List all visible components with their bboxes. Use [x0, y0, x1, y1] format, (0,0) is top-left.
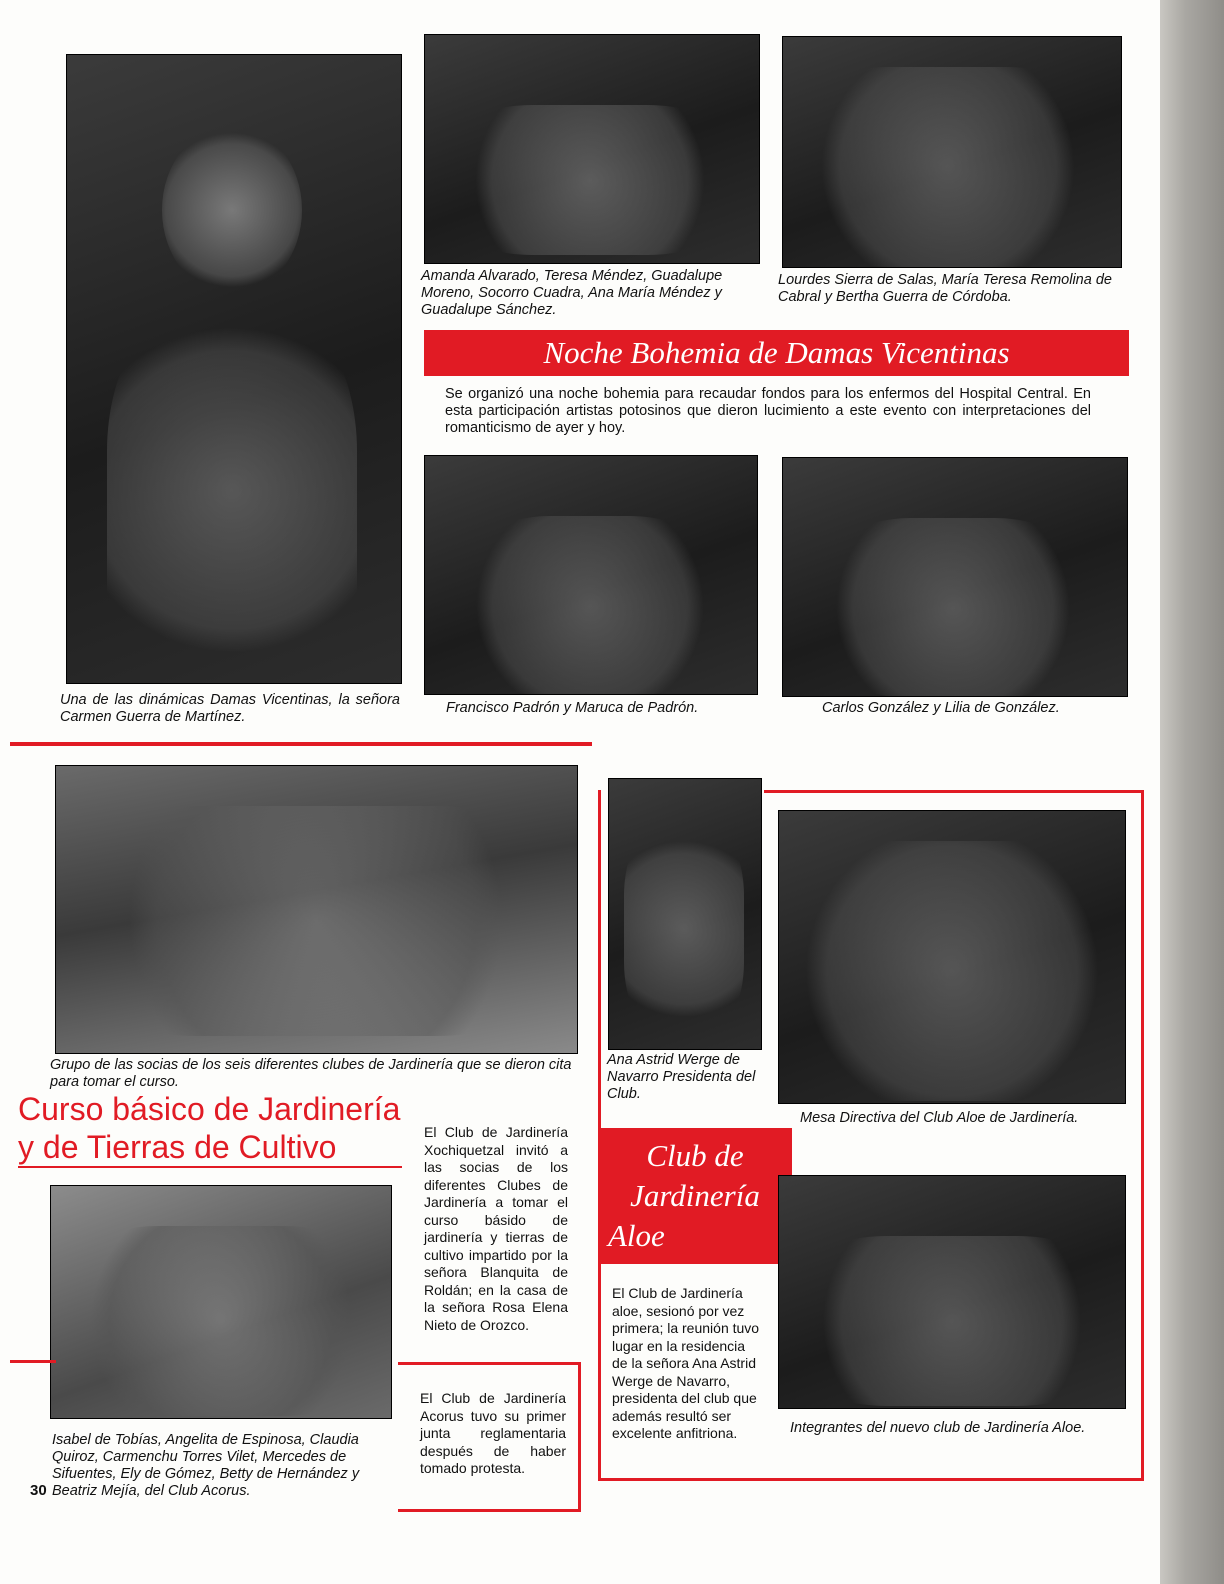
caption-acorus: Isabel de Tobías, Angelita de Espinosa, Claudia Quiroz, Carmenchu Torres Vilet, Mercedes de Sifuentes, Ely de Gómez, Betty de Hernández y Beatriz Mejía, del Club Acorus.: [52, 1432, 360, 1499]
photo-three-women: [782, 36, 1122, 268]
caption-padron: Francisco Padrón y Maruca de Padrón.: [446, 700, 699, 716]
aloe-title-line1: Club de: [646, 1138, 744, 1173]
photo-acorus: [50, 1185, 392, 1419]
section-title-vicentinas: Noche Bohemia de Damas Vicentinas: [424, 330, 1129, 376]
caption-aloe-directiva: Mesa Directiva del Club Aloe de Jardinería.: [800, 1110, 1079, 1126]
photo-garden-group: [55, 765, 578, 1054]
aloe-frame-bottom: [598, 1478, 1144, 1481]
section-title-aloe: [598, 1128, 792, 1264]
page-spine: [1160, 0, 1224, 1584]
caption-garden-group: Grupo de las socias de los seis diferentes clubes de Jardinería que se dieron cita para tomar el curso.: [50, 1057, 572, 1090]
curso-title-line1: Curso básico de Jardinería: [18, 1091, 401, 1127]
section-title-curso: [18, 1090, 488, 1166]
aloe-title-line2: Jardinería: [630, 1178, 760, 1213]
photo-padron: [424, 455, 758, 695]
body-curso: El Club de Jardinería Xochiquetzal invitó a las socias de los diferentes Clubes de Jardinería a tomar el curso básido de jardinería y tierras de cultivo impartido por la señora Blanquita de Roldán; en la casa de la señora Rosa Elena Nieto de Orozco.: [424, 1124, 568, 1333]
caption-group-table: Amanda Alvarado, Teresa Méndez, Guadalupe Moreno, Socorro Cuadra, Ana María Méndez y Guadalupe Sánchez.: [421, 268, 723, 318]
photo-aloe-president: [608, 778, 762, 1050]
body-acorus: El Club de Jardinería Acorus tuvo su primer junta reglamentaria después de haber tomado protesta.: [420, 1390, 566, 1476]
photo-aloe-directiva: [778, 810, 1126, 1104]
divider-rule: [10, 742, 592, 746]
photo-carmen-guerra: [66, 54, 402, 684]
photo-group-table: [424, 34, 760, 264]
body-aloe: El Club de Jardinería aloe, sesionó por vez primera; la reunión tuvo lugar en la residencia de la señora Ana Astrid Werge de Navarro, presidenta del club que además resultó ser excelente anfitriona.: [612, 1285, 760, 1441]
caption-carmen: Una de las dinámicas Damas Vicentinas, la señora Carmen Guerra de Martínez.: [60, 692, 400, 725]
caption-aloe-integrantes: Integrantes del nuevo club de Jardinería Aloe.: [790, 1420, 1086, 1436]
page-number: 30: [30, 1482, 47, 1499]
photo-gonzalez: [782, 457, 1128, 697]
acorus-rule-left: [10, 1360, 56, 1363]
curso-title-rule: [18, 1166, 402, 1168]
caption-aloe-president: Ana Astrid Werge de Navarro Presidenta del Club.: [607, 1052, 756, 1102]
caption-three-women: Lourdes Sierra de Salas, María Teresa Remolina de Cabral y Bertha Guerra de Córdoba.: [778, 272, 1112, 305]
aloe-frame-top: [764, 790, 1144, 793]
caption-gonzalez: Carlos González y Lilia de González.: [822, 700, 1060, 716]
aloe-frame-right: [1141, 790, 1144, 1480]
body-vicentinas: Se organizó una noche bohemia para recaudar fondos para los enfermos del Hospital Central. En esta participación artistas potosinos que dieron lucimiento a este evento con interpretaciones del romanticismo de ayer y hoy.: [445, 386, 1091, 436]
aloe-title-line3: Aloe: [608, 1218, 665, 1253]
photo-aloe-integrantes: [778, 1175, 1126, 1409]
curso-title-line2: y de Tierras de Cultivo: [18, 1129, 337, 1165]
